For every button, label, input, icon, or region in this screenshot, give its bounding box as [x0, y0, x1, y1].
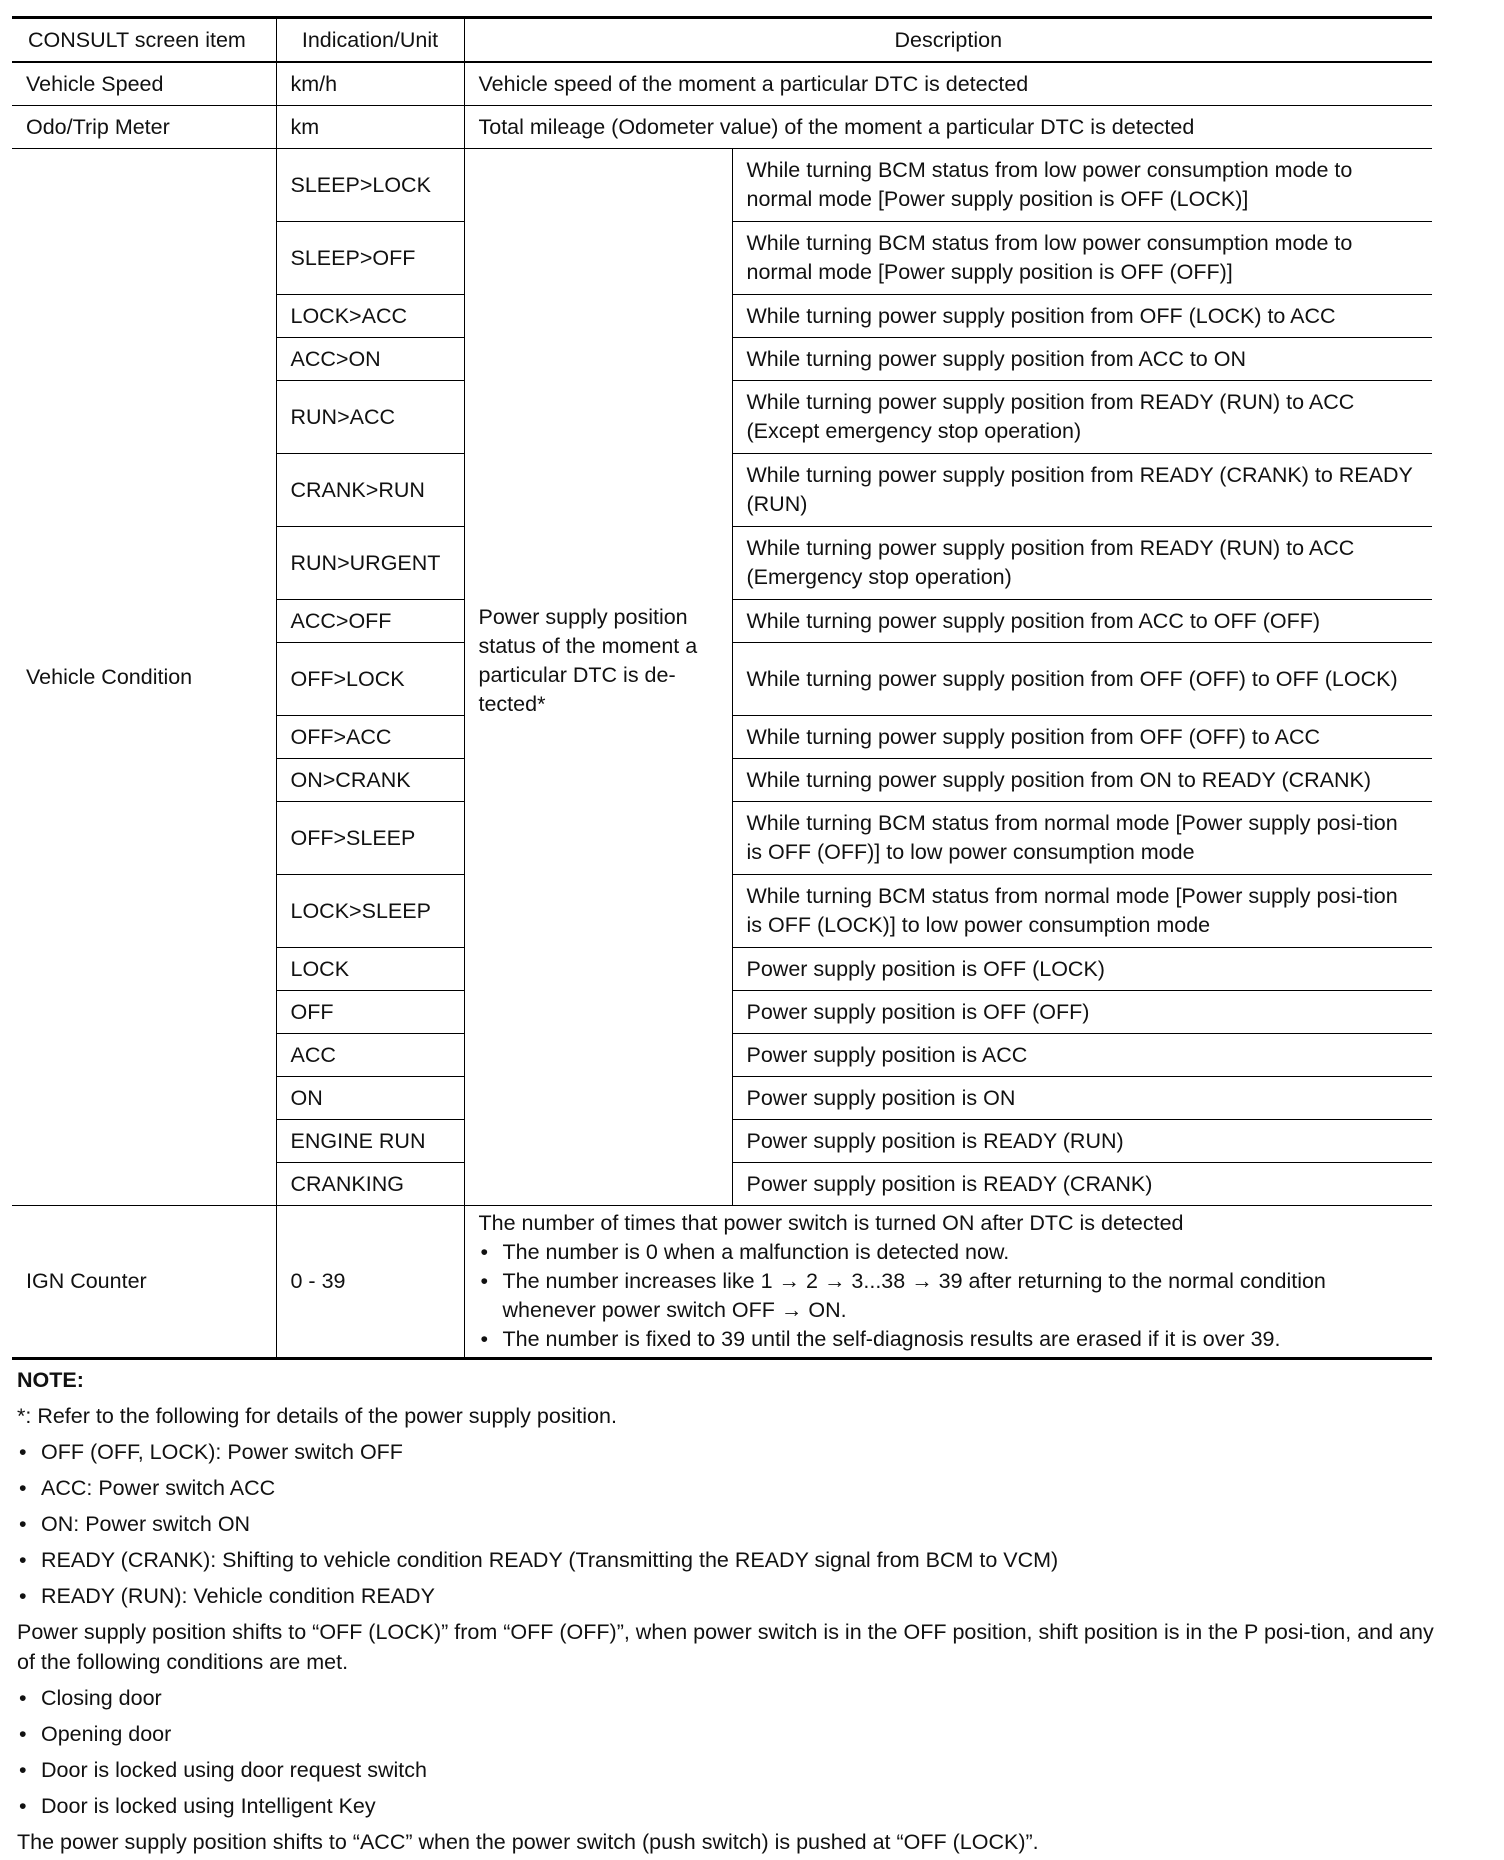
condition-description-cell: While turning BCM status from normal mode [Power supply posi-tion is OFF (LOCK)] to low power consumption mode	[732, 875, 1432, 948]
condition-description-cell: While turning power supply position from ACC to OFF (OFF)	[732, 600, 1432, 643]
condition-description-cell: While turning power supply position from OFF (OFF) to ACC	[732, 716, 1432, 759]
ign-bullet-list	[479, 1238, 1419, 1354]
indication-cell: ACC>OFF	[276, 600, 464, 643]
header-description: Description	[464, 18, 1432, 63]
item-cell: Odo/Trip Meter	[12, 106, 276, 149]
description-cell	[464, 1206, 1432, 1359]
indication-cell: SLEEP>OFF	[276, 222, 464, 295]
unit-cell: km	[276, 106, 464, 149]
indication-cell: ENGINE RUN	[276, 1120, 464, 1163]
list-item: • ON: Power switch ON	[17, 1506, 1437, 1542]
indication-cell: LOCK>ACC	[276, 295, 464, 338]
list-item: • The number is 0 when a malfunction is detected now.	[479, 1238, 1419, 1267]
header-indication-unit: Indication/Unit	[276, 18, 464, 63]
condition-description-cell: Power supply position is OFF (LOCK)	[732, 948, 1432, 991]
indication-cell: LOCK>SLEEP	[276, 875, 464, 948]
conditions-list	[17, 1680, 1437, 1824]
list-item: • Closing door	[17, 1680, 1437, 1716]
list-item: • OFF (OFF, LOCK): Power switch OFF	[17, 1434, 1437, 1470]
unit-cell: 0 - 39	[276, 1206, 464, 1359]
vehicle-condition-label: Vehicle Condition	[12, 149, 276, 1206]
note-intro: *: Refer to the following for details of the power supply position.	[17, 1404, 617, 1428]
condition-description-cell: Power supply position is READY (CRANK)	[732, 1163, 1432, 1206]
table-row-odo-trip-meter	[12, 106, 1432, 149]
description-cell: Vehicle speed of the moment a particular DTC is detected	[464, 62, 1432, 106]
condition-description-cell: While turning power supply position from READY (RUN) to ACC (Except emergency stop operation)	[732, 381, 1432, 454]
condition-description-cell: Power supply position is ACC	[732, 1034, 1432, 1077]
condition-description-cell: Power supply position is OFF (OFF)	[732, 991, 1432, 1034]
condition-description-cell: While turning power supply position from ACC to ON	[732, 338, 1432, 381]
indication-cell: OFF>LOCK	[276, 643, 464, 716]
final-paragraph: The power supply position shifts to “ACC” when the power switch (push switch) is pushed at “OFF (LOCK)”.	[17, 1830, 1039, 1854]
condition-description-cell: While turning power supply position from OFF (LOCK) to ACC	[732, 295, 1432, 338]
list-item: • Door is locked using door request switch	[17, 1752, 1437, 1788]
condition-description-cell: While turning BCM status from low power consumption mode to normal mode [Power supply position is OFF (OFF)]	[732, 222, 1432, 295]
condition-description-cell: Power supply position is ON	[732, 1077, 1432, 1120]
list-item: • READY (RUN): Vehicle condition READY	[17, 1578, 1437, 1614]
indication-cell: ACC>ON	[276, 338, 464, 381]
description-cell: Total mileage (Odometer value) of the moment a particular DTC is detected	[464, 106, 1432, 149]
indication-cell: SLEEP>LOCK	[276, 149, 464, 222]
condition-description-cell: While turning BCM status from normal mode [Power supply posi-tion is OFF (OFF)] to low power consumption mode	[732, 802, 1432, 875]
list-item: • ACC: Power switch ACC	[17, 1470, 1437, 1506]
indication-cell: RUN>ACC	[276, 381, 464, 454]
consult-data-table	[12, 16, 1432, 1360]
power-position-list	[17, 1434, 1437, 1614]
indication-cell: OFF>SLEEP	[276, 802, 464, 875]
item-cell: Vehicle Speed	[12, 62, 276, 106]
condition-description-cell: While turning BCM status from low power consumption mode to normal mode [Power supply position is OFF (LOCK)]	[732, 149, 1432, 222]
item-cell: IGN Counter	[12, 1206, 276, 1359]
ign-intro: The number of times that power switch is turned ON after DTC is detected	[478, 1211, 1184, 1235]
power-supply-status-cell: Power supply position status of the moment a particular DTC is de-tected*	[464, 149, 732, 1206]
table-row-ign-counter	[12, 1206, 1432, 1359]
table-row-vehicle-speed	[12, 62, 1432, 106]
indication-cell: OFF	[276, 991, 464, 1034]
list-item: • Door is locked using Intelligent Key	[17, 1788, 1437, 1824]
table-header-row	[12, 18, 1432, 63]
indication-cell: ON	[276, 1077, 464, 1120]
note-section	[17, 1362, 1437, 1860]
condition-description-cell: While turning power supply position from READY (RUN) to ACC (Emergency stop operation)	[732, 527, 1432, 600]
indication-cell: OFF>ACC	[276, 716, 464, 759]
list-item: • The number is fixed to 39 until the self-diagnosis results are erased if it is over 39.	[479, 1325, 1419, 1354]
indication-cell: ON>CRANK	[276, 759, 464, 802]
condition-description-cell: While turning power supply position from READY (CRANK) to READY (RUN)	[732, 454, 1432, 527]
shift-paragraph: Power supply position shifts to “OFF (LOCK)” from “OFF (OFF)”, when power switch is in the OFF position, shift position is in the P posi-tion, and any of the following conditions are met.	[17, 1620, 1434, 1674]
indication-cell: CRANK>RUN	[276, 454, 464, 527]
unit-cell: km/h	[276, 62, 464, 106]
condition-description-cell: Power supply position is READY (RUN)	[732, 1120, 1432, 1163]
indication-cell: LOCK	[276, 948, 464, 991]
indication-cell: ACC	[276, 1034, 464, 1077]
list-item: • The number increases like 1 → 2 → 3...38 → 39 after returning to the normal condition whenever power switch OFF → ON.	[479, 1267, 1419, 1325]
condition-description-cell: While turning power supply position from ON to READY (CRANK)	[732, 759, 1432, 802]
condition-description-cell: While turning power supply position from OFF (OFF) to OFF (LOCK)	[732, 643, 1432, 716]
indication-cell: CRANKING	[276, 1163, 464, 1206]
table-row-condition	[12, 149, 1432, 222]
list-item: • Opening door	[17, 1716, 1437, 1752]
indication-cell: RUN>URGENT	[276, 527, 464, 600]
list-item: • READY (CRANK): Shifting to vehicle condition READY (Transmitting the READY signal from BCM to VCM)	[17, 1542, 1437, 1578]
header-consult-screen-item: CONSULT screen item	[12, 18, 276, 63]
note-title: NOTE:	[17, 1368, 84, 1392]
